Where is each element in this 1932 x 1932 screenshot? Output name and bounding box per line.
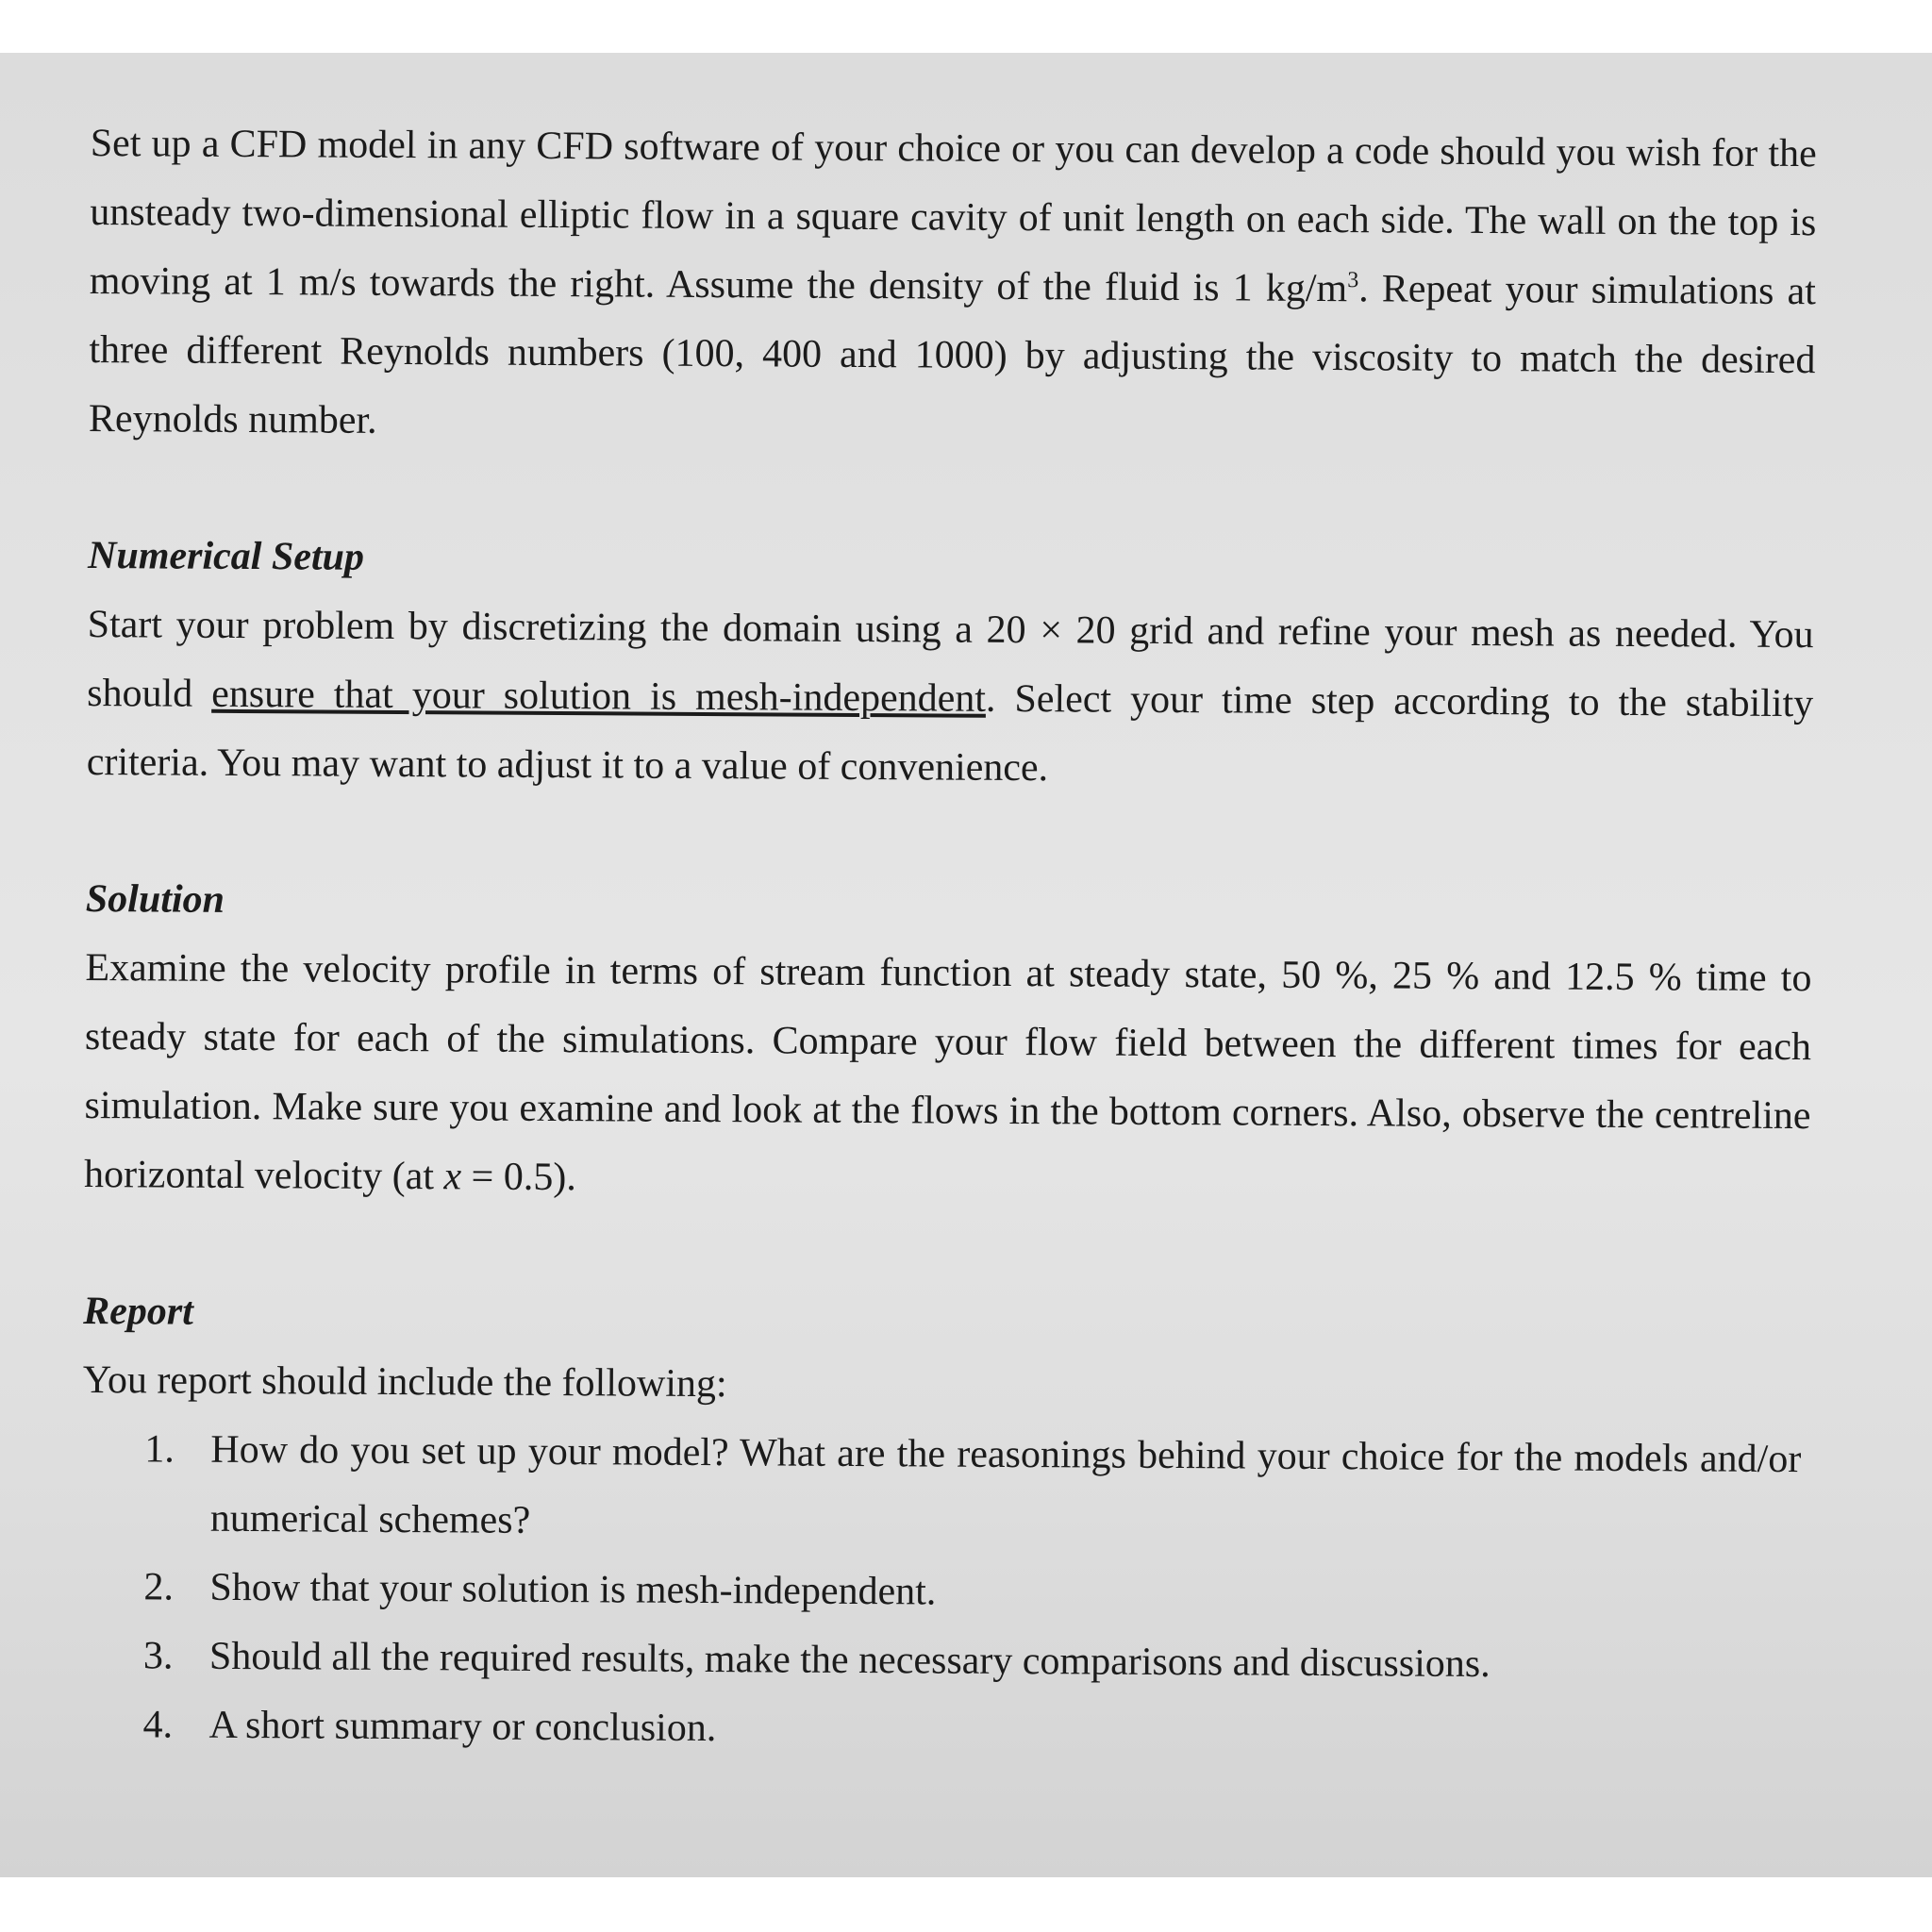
solution-text-after: = 0.5). bbox=[460, 1155, 576, 1200]
intro-text-part1: Set up a CFD model in any CFD software of your choice or you can develop a code should you wish for the unsteady two-dimensional elliptic flow in a square cavity of unit length on each side. The wall on the top is moving at 1 m/s towards the right. Assume the density of the fluid is 1 kg/m bbox=[89, 121, 1817, 311]
report-item-number: 4. bbox=[142, 1703, 174, 1747]
setup-text-after: . Select your time step according to the stability criteria. You may want to adjust it to a value of convenience. bbox=[86, 676, 1814, 791]
report-intro: You report should include the following: bbox=[82, 1357, 727, 1407]
assignment-sheet bbox=[80, 109, 1817, 1770]
report-item bbox=[81, 1622, 1807, 1701]
report-item-text: How do you set up your model? What are the reasonings behind your choice for the models and/or numerical schemes? bbox=[209, 1427, 1802, 1542]
report-item-text: A short summary or conclusion. bbox=[208, 1703, 717, 1751]
report-item bbox=[82, 1415, 1802, 1563]
solution-variable-x: x bbox=[443, 1155, 462, 1199]
report-item-number: 1. bbox=[144, 1427, 175, 1472]
report-item-text: Should all the required results, make the necessary comparisons and discussions. bbox=[208, 1634, 1491, 1687]
report-list bbox=[80, 1415, 1808, 1770]
setup-underlined-text: ensure that your solution is mesh-independent bbox=[211, 672, 987, 721]
report-heading: Report bbox=[83, 1289, 194, 1334]
numerical-setup-paragraph bbox=[87, 591, 1814, 808]
numerical-setup-heading: Numerical Setup bbox=[87, 533, 365, 579]
intro-text-part2: . Repeat your simulations at three different Reynolds numbers (100, 400 and 1000) by adjusting the viscosity to match the desired Reynolds number. bbox=[88, 267, 1816, 442]
solution-heading: Solution bbox=[85, 876, 225, 922]
solution-paragraph bbox=[84, 934, 1812, 1220]
report-item-number: 3. bbox=[142, 1634, 174, 1678]
report-item-number: 2. bbox=[143, 1565, 175, 1609]
report-item-text: Show that your solution is mesh-independent. bbox=[209, 1565, 937, 1614]
report-item bbox=[80, 1690, 1807, 1770]
solution-text-before: Examine the velocity profile in terms of stream function at steady state, 50 %, 25 % and 12.5 % time to steady state for each of the simulations. Compare your flow field between the different times for each simulation. Make sure you examine and look at the flows in the bottom corners. Also, observe the centreline horizontal velocity (at bbox=[83, 945, 1812, 1199]
intro-paragraph bbox=[89, 109, 1817, 464]
report-item bbox=[81, 1553, 1807, 1632]
intro-superscript: 3 bbox=[1347, 268, 1359, 293]
document-photo bbox=[0, 53, 1932, 1877]
setup-text-before: Start your problem by discretizing the domain using a 20 × 20 grid and refine your mesh as needed. You should bbox=[87, 602, 1814, 716]
